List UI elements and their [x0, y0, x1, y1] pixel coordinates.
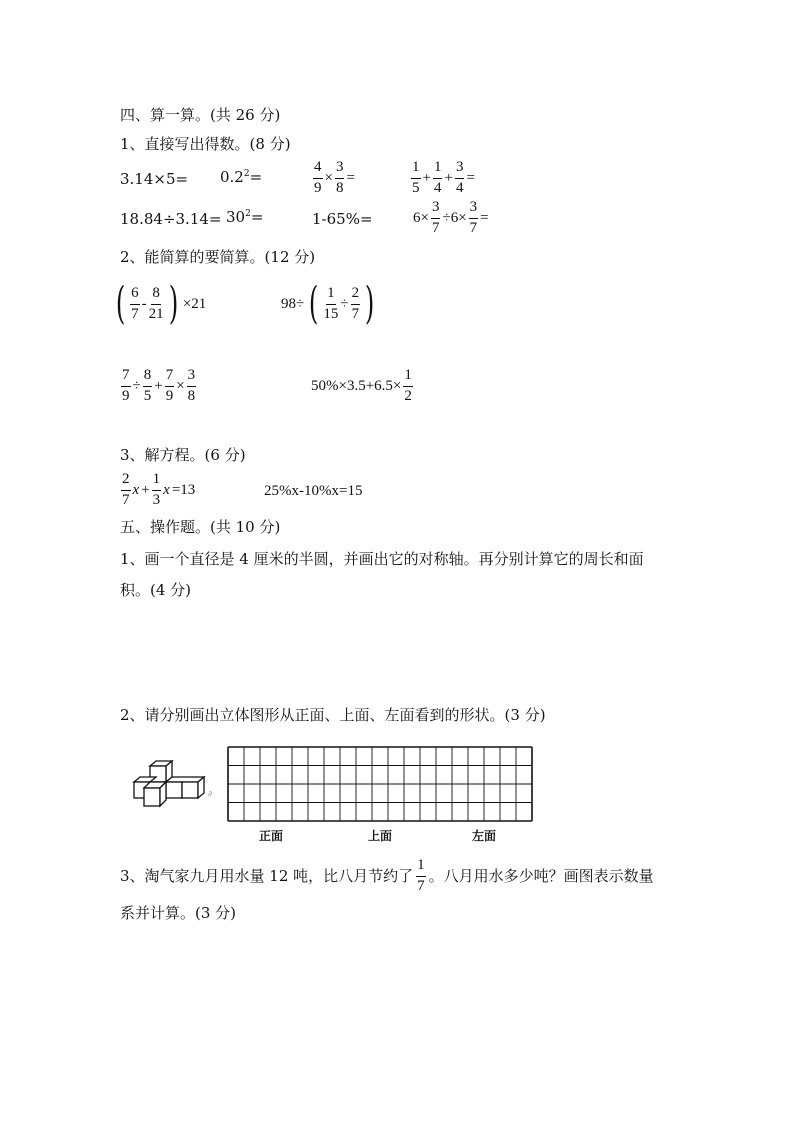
p1-line1: 1、画一个直径是 4 厘米的半圆，并画出它的对称轴。再分别计算它的周长和面 [120, 550, 644, 568]
q3-title: 3、解方程。(6 分) [120, 446, 246, 464]
q1-item-a: 3.14×5= [120, 170, 189, 188]
q1-item-d: $\frac{1}{5}$ + $\frac{1}{4}$ + $\frac{3}{4}$ = [412, 159, 475, 196]
cube-figure [128, 760, 218, 810]
p1-line2: 积。(4 分) [120, 581, 192, 599]
svg-text:∂: ∂ [208, 789, 213, 798]
q1-item-f: $30^2=$ [226, 208, 264, 226]
section5-title: 五、操作题。(共 10 分) [120, 518, 281, 536]
p3-line1: 3、淘气家九月用水量 12 吨，比八月节约了 $\frac{1}{7}$ 。八月用水多少吨？画图表示数量 [120, 857, 654, 894]
q1-item-h: 6× $\frac{3}{7}$ ÷6× $\frac{3}{7}$ = [413, 199, 489, 236]
q1-item-e: 18.84÷3.14= [120, 210, 222, 228]
q2-item-d: 50%×3.5+6.5× $\frac{1}{2}$ [311, 367, 412, 404]
grid-label-front: 正面 [259, 829, 284, 843]
q3-item-a: $\frac{2}{7}$ x + $\frac{1}{3}$ x =13 [122, 471, 196, 508]
q1-title: 1、直接写出得数。(8 分) [120, 135, 291, 153]
p2-title: 2、请分别画出立体图形从正面、上面、左面看到的形状。(3 分) [120, 706, 546, 724]
q1-item-g: 1-65%= [312, 210, 373, 228]
grid-label-left: 左面 [472, 829, 497, 843]
q1-item-c: $\frac{4}{9}$ × $\frac{3}{8}$ = [314, 159, 355, 196]
q2-item-b: 98÷ ( $\frac{1}{15}$ ÷ $\frac{2}{7}$ ) [281, 278, 375, 329]
grid-label-top: 上面 [368, 829, 393, 843]
q2-item-c: $\frac{7}{9}$ ÷ $\frac{8}{5}$ + $\frac{7}{9}$ × $\frac{3}{8}$ [122, 367, 196, 404]
q2-title: 2、能简算的要简算。(12 分) [120, 248, 316, 266]
q1-item-b: $0.2^2=$ [220, 168, 263, 186]
section4-title: 四、算一算。(共 26 分) [120, 106, 281, 124]
q2-item-a: ( $\frac{6}{7}$ - $\frac{8}{21}$ ) ×21 [115, 278, 207, 329]
p3-line2: 系并计算。(3 分) [120, 904, 237, 922]
q3-item-b: 25%x-10%x=15 [264, 483, 363, 499]
